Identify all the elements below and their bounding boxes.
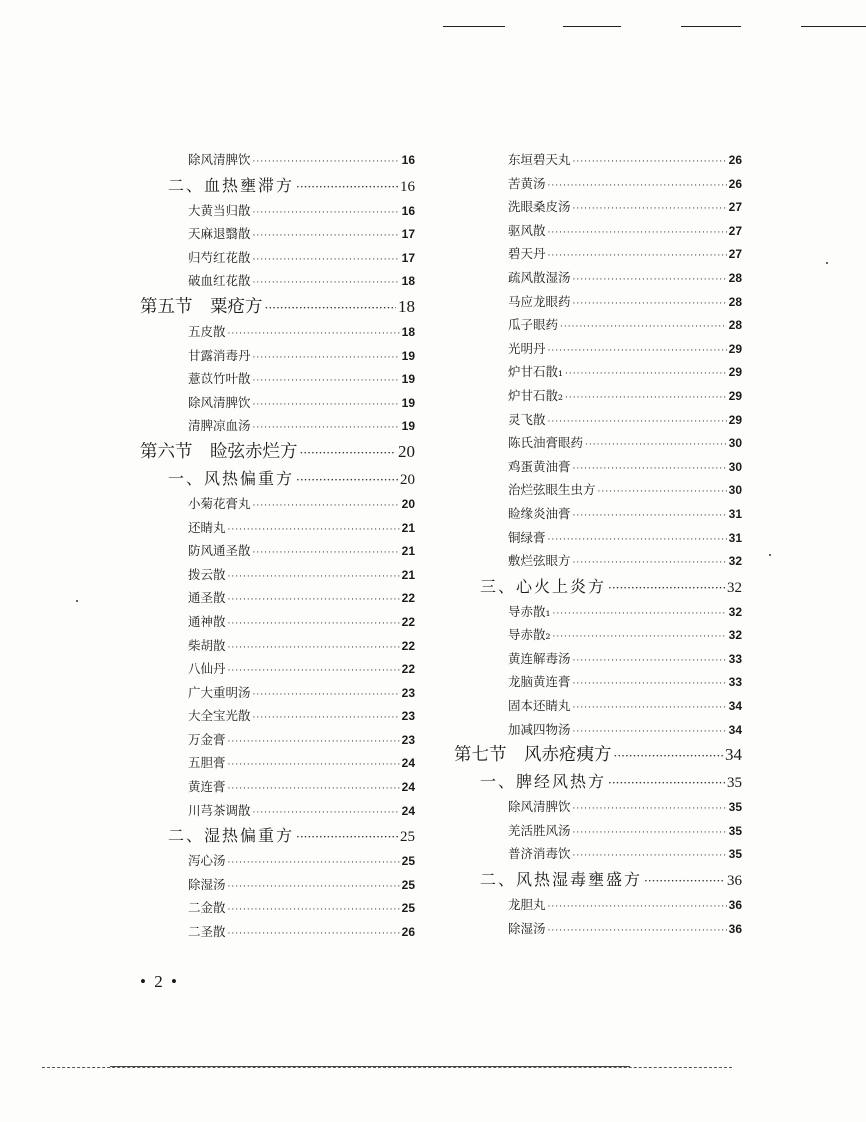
toc-title: 甘露消毒丹: [188, 347, 251, 363]
toc-title: 苦黄汤: [508, 175, 546, 191]
toc-title: 敷烂弦眼方: [508, 553, 571, 569]
toc-title: 二、血热壅滞方: [168, 175, 295, 195]
toc-entry: [140, 634, 415, 658]
toc-leader-dots: [253, 225, 400, 246]
toc-leader-dots: [228, 852, 400, 873]
toc-section-heading: [140, 293, 415, 320]
toc-entry: [452, 623, 742, 647]
toc-title: 第六节 睑弦赤烂方: [140, 441, 298, 462]
toc-leader-dots: [573, 721, 727, 742]
toc-title: 第七节 风赤疮痍方: [454, 745, 612, 766]
toc-page-number: 35: [728, 847, 742, 862]
toc-page-number: 29: [728, 365, 742, 380]
toc-title: 清脾凉血汤: [188, 418, 251, 434]
toc-title: 柴胡散: [188, 637, 226, 653]
toc-page-number: 23: [401, 685, 415, 700]
toc-page-number: 18: [401, 324, 415, 339]
toc-page-number: 26: [728, 153, 742, 167]
toc-entry: [452, 694, 742, 718]
toc-entry: [140, 920, 415, 944]
toc-page-number: 18: [401, 274, 415, 289]
toc-leader-dots: [296, 824, 398, 849]
toc-leader-dots: [553, 603, 727, 624]
toc-entry: [140, 657, 415, 681]
toc-page-number: 25: [400, 829, 415, 846]
toc-entry: [452, 408, 742, 432]
scan-speck: [76, 600, 78, 602]
toc-leader-dots: [573, 697, 727, 718]
toc-entry: [452, 384, 742, 408]
toc-leader-dots: [608, 770, 725, 795]
toc-leader-dots: [253, 802, 400, 823]
toc-title: 炉甘石散₂: [508, 387, 564, 403]
toc-leader-dots: [253, 495, 400, 516]
toc-entry: [140, 610, 415, 634]
toc-entry: [140, 320, 415, 344]
toc-title: 洗眼桑皮汤: [508, 199, 571, 215]
toc-page-number: 18: [398, 296, 415, 316]
toc-title: 大黄当归散: [188, 202, 251, 218]
toc-leader-dots: [573, 650, 727, 671]
scan-speck: [826, 262, 828, 264]
toc-leader-dots: [573, 822, 727, 843]
toc-page-number: 29: [728, 388, 742, 403]
toc-subsection-heading: [140, 822, 415, 849]
toc-entry: [452, 917, 742, 941]
toc-page-number: 19: [401, 395, 415, 410]
toc-leader-dots: [548, 340, 727, 361]
toc-page-number: 28: [728, 294, 742, 309]
toc-leader-dots: [253, 151, 400, 172]
toc-leader-dots: [253, 394, 400, 415]
toc-title: 除风清脾饮: [508, 799, 571, 815]
top-rule-1: [443, 26, 505, 27]
toc-title: 碧天丹: [508, 246, 546, 262]
toc-leader-dots: [228, 778, 400, 799]
top-rule-3: [681, 26, 741, 27]
toc-title: 光明丹: [508, 340, 546, 356]
toc-entry: [140, 728, 415, 752]
toc-page-number: 35: [728, 823, 742, 838]
toc-title: 川芎茶调散: [188, 802, 251, 818]
toc-subsection-heading: [452, 573, 742, 600]
toc-entry: [452, 148, 742, 172]
toc-title: 天麻退翳散: [188, 226, 251, 242]
toc-page-number: 34: [725, 745, 742, 765]
toc-leader-dots: [573, 673, 727, 694]
toc-leader-dots: [253, 542, 400, 563]
top-rule-4: [801, 26, 866, 27]
toc-page-number: 21: [401, 567, 415, 582]
bottom-rule: [110, 1066, 630, 1067]
toc-title: 固本还睛丸: [508, 698, 571, 714]
toc-page-number: 20: [400, 471, 415, 488]
toc-leader-dots: [573, 845, 727, 866]
toc-entry: [140, 586, 415, 610]
toc-leader-dots: [548, 222, 727, 243]
toc-page-number: 23: [401, 732, 415, 747]
toc-title: 泻心汤: [188, 853, 226, 869]
toc-title: 加减四物汤: [508, 721, 571, 737]
toc-leader-dots: [296, 467, 398, 492]
toc-subsection-heading: [140, 172, 415, 199]
toc-page-number: 22: [401, 662, 415, 677]
toc-leader-dots: [548, 411, 727, 432]
toc-entry: [452, 219, 742, 243]
toc-section-heading: [140, 438, 415, 465]
toc-leader-dots: [548, 896, 727, 917]
toc-leader-dots: [253, 370, 400, 391]
toc-page-number: 21: [401, 544, 415, 559]
toc-leader-dots: [548, 175, 727, 196]
toc-leader-dots: [265, 295, 397, 320]
toc-title: 破血红花散: [188, 273, 251, 289]
toc-page-number: 29: [728, 341, 742, 356]
toc-entry: [452, 795, 742, 819]
toc-leader-dots: [565, 363, 727, 384]
toc-leader-dots: [573, 505, 727, 526]
toc-entry: [452, 478, 742, 502]
toc-leader-dots: [228, 589, 400, 610]
toc-title: 拨云散: [188, 566, 226, 582]
toc-entry: [452, 526, 742, 550]
toc-leader-dots: [228, 754, 400, 775]
toc-page-number: 24: [401, 780, 415, 795]
toc-entry: [140, 344, 415, 368]
toc-page-number: 36: [728, 921, 742, 936]
toc-page-number: 30: [728, 459, 742, 474]
toc-title: 疏风散湿汤: [508, 269, 571, 285]
toc-entry: [140, 367, 415, 391]
toc-leader-dots: [228, 613, 400, 634]
toc-page-number: 17: [401, 250, 415, 265]
toc-subsection-heading: [140, 465, 415, 492]
toc-leader-dots: [614, 743, 724, 768]
toc-page-number: 34: [728, 722, 742, 737]
toc-entry: [140, 246, 415, 270]
toc-leader-dots: [253, 249, 400, 270]
toc-page-number: 32: [727, 579, 742, 596]
toc-entry: [452, 502, 742, 526]
toc-title: 铜绿膏: [508, 529, 546, 545]
top-rule-2: [563, 26, 621, 27]
toc-entry: [452, 647, 742, 671]
toc-page-number: 25: [401, 901, 415, 916]
toc-page-number: 30: [728, 483, 742, 498]
toc-title: 薏苡竹叶散: [188, 371, 251, 387]
toc-leader-dots: [228, 899, 400, 920]
toc-entry: [140, 896, 415, 920]
toc-entry: [140, 492, 415, 516]
toc-title: 黄连膏: [188, 779, 226, 795]
toc-leader-dots: [228, 519, 400, 540]
toc-title: 三、心火上炎方: [480, 576, 607, 596]
toc-title: 除风清脾饮: [188, 152, 251, 167]
toc-leader-dots: [573, 269, 727, 290]
toc-page-number: 25: [401, 877, 415, 892]
toc-page-number: 16: [400, 178, 415, 195]
toc-leader-dots: [228, 731, 400, 752]
toc-section-heading: [452, 741, 742, 768]
toc-leader-dots: [608, 575, 725, 600]
toc-title: 驱风散: [508, 222, 546, 238]
toc-leader-dots: [228, 566, 400, 587]
toc-title: 龙脑黄连膏: [508, 674, 571, 690]
toc-page-number: 20: [401, 496, 415, 511]
toc-entry: [140, 222, 415, 246]
toc-leader-dots: [253, 272, 400, 293]
toc-leader-dots: [573, 552, 727, 573]
toc-title: 五皮散: [188, 323, 226, 339]
toc-entry: [452, 600, 742, 624]
toc-entry: [140, 148, 415, 172]
toc-entry: [140, 751, 415, 775]
toc-entry: [452, 172, 742, 196]
toc-entry: [140, 849, 415, 873]
toc-page-number: 34: [728, 699, 742, 714]
toc-title: 羌活胜风汤: [508, 822, 571, 838]
toc-leader-dots: [253, 417, 400, 438]
toc-page-number: 24: [401, 803, 415, 818]
toc-entry: [452, 360, 742, 384]
toc-entry: [140, 414, 415, 438]
toc-leader-dots: [228, 637, 400, 658]
toc-title: 灵飞散: [508, 411, 546, 427]
toc-page-number: 31: [728, 506, 742, 521]
toc-entry: [452, 337, 742, 361]
toc-leader-dots: [585, 434, 727, 455]
toc-leader-dots: [548, 529, 727, 550]
toc-title: 陈氏油膏眼药: [508, 435, 584, 451]
toc-title: 二、风热湿毒壅盛方: [480, 870, 643, 890]
toc-page-number: 35: [727, 775, 742, 792]
toc-entry: [452, 718, 742, 742]
toc-leader-dots: [228, 660, 400, 681]
toc-entry: [452, 431, 742, 455]
toc-entry: [452, 893, 742, 917]
toc-page-number: 22: [401, 591, 415, 606]
toc-page-number: 33: [728, 675, 742, 690]
toc-entry: [452, 290, 742, 314]
toc-title: 除湿汤: [508, 920, 546, 936]
toc-title: 一、脾经风热方: [480, 772, 607, 792]
toc-page-number: 27: [728, 200, 742, 215]
toc-title: 万金膏: [188, 731, 226, 747]
toc-leader-dots: [228, 876, 400, 897]
toc-page-number: 28: [728, 318, 742, 333]
toc-title: 五胆膏: [188, 755, 226, 771]
toc-entry: [140, 873, 415, 897]
toc-leader-dots: [573, 798, 727, 819]
toc-title: 通圣散: [188, 590, 226, 606]
toc-entry: [140, 391, 415, 415]
toc-page-number: 33: [728, 651, 742, 666]
toc-title: 鸡蛋黄油膏: [508, 458, 571, 474]
toc-title: 治烂弦眼生虫方: [508, 482, 596, 498]
toc-left-column: [140, 148, 415, 944]
toc-entry: [452, 819, 742, 843]
toc-entry: [452, 842, 742, 866]
toc-entry: [140, 799, 415, 823]
toc-leader-dots: [573, 151, 727, 172]
toc-leader-dots: [253, 347, 400, 368]
toc-title: 二圣散: [188, 924, 226, 940]
toc-entry: [140, 775, 415, 799]
toc-leader-dots: [253, 707, 400, 728]
toc-entry: [140, 269, 415, 293]
toc-leader-dots: [228, 923, 400, 944]
toc-entry: [140, 539, 415, 563]
toc-page-number: 26: [401, 925, 415, 940]
toc-page-number: 17: [401, 227, 415, 242]
toc-title: 导赤散₂: [508, 627, 551, 643]
toc-entry: [452, 670, 742, 694]
toc-page-number: 19: [401, 372, 415, 387]
toc-page-number: 23: [401, 709, 415, 724]
toc-entry: [452, 549, 742, 573]
toc-subsection-heading: [452, 866, 742, 893]
toc-page-number: 22: [401, 614, 415, 629]
toc-title: 八仙丹: [188, 661, 226, 677]
page-number: • 2 •: [140, 972, 179, 991]
toc-title: 防风通圣散: [188, 543, 251, 559]
toc-leader-dots: [253, 684, 400, 705]
toc-page-number: 36: [727, 873, 742, 890]
toc-entry: [452, 195, 742, 219]
toc-leader-dots: [573, 293, 727, 314]
toc-page-number: 35: [728, 800, 742, 815]
toc-leader-dots: [573, 198, 727, 219]
toc-leader-dots: [548, 920, 727, 941]
toc-title: 东垣碧天丸: [508, 152, 571, 167]
toc-page-number: 32: [728, 604, 742, 619]
toc-title: 炉甘石散₁: [508, 364, 564, 380]
toc-entry: [140, 516, 415, 540]
toc-title: 还睛丸: [188, 519, 226, 535]
toc-leader-dots: [553, 626, 727, 647]
toc-title: 马应龙眼药: [508, 293, 571, 309]
toc-title: 二、湿热偏重方: [168, 826, 295, 846]
toc-title: 广大重明汤: [188, 684, 251, 700]
toc-subsection-heading: [452, 768, 742, 795]
toc-entry: [452, 313, 742, 337]
toc-leader-dots: [548, 245, 727, 266]
toc-entry: [452, 266, 742, 290]
toc-title: 归芍红花散: [188, 249, 251, 265]
toc-title: 睑缘炎油膏: [508, 505, 571, 521]
toc-page-number: 24: [401, 756, 415, 771]
toc-page-number: 19: [401, 419, 415, 434]
toc-leader-dots: [644, 868, 725, 893]
toc-leader-dots: [560, 316, 727, 337]
toc-leader-dots: [296, 174, 398, 199]
toc-entry: [140, 199, 415, 223]
toc-title: 龙胆丸: [508, 897, 546, 913]
toc-page-number: 36: [728, 898, 742, 913]
toc-page-number: 22: [401, 638, 415, 653]
toc-page-number: 31: [728, 530, 742, 545]
toc-title: 除湿汤: [188, 876, 226, 892]
toc-page-number: 27: [728, 247, 742, 262]
toc-title: 小菊花膏丸: [188, 495, 251, 511]
toc-leader-dots: [300, 440, 397, 465]
toc-title: 普济消毒饮: [508, 846, 571, 862]
toc-page-number: 27: [728, 223, 742, 238]
toc-page-number: 28: [728, 270, 742, 285]
toc-title: 黄连解毒汤: [508, 650, 571, 666]
toc-right-column: [452, 148, 742, 940]
toc-page-number: 20: [398, 441, 415, 461]
toc-page-number: 16: [401, 153, 415, 167]
toc-leader-dots: [573, 458, 727, 479]
toc-entry: [452, 242, 742, 266]
toc-title: 第五节 粟疮方: [140, 296, 263, 317]
toc-title: 除风清脾饮: [188, 394, 251, 410]
toc-title: 二金散: [188, 900, 226, 916]
toc-leader-dots: [228, 323, 400, 344]
toc-entry: [140, 681, 415, 705]
toc-title: 一、风热偏重方: [168, 468, 295, 488]
toc-page-number: 30: [728, 436, 742, 451]
toc-title: 大全宝光散: [188, 708, 251, 724]
toc-page-number: 32: [728, 628, 742, 643]
toc-page-number: 32: [728, 554, 742, 569]
toc-page-number: 29: [728, 412, 742, 427]
toc-title: 导赤散₁: [508, 603, 551, 619]
toc-page-number: 16: [401, 203, 415, 218]
toc-leader-dots: [565, 387, 727, 408]
toc-title: 瓜子眼药: [508, 317, 559, 333]
toc-page-number: 26: [728, 176, 742, 191]
toc-title: 通神散: [188, 613, 226, 629]
toc-entry: [140, 704, 415, 728]
scan-speck: [769, 554, 771, 556]
toc-entry: [140, 563, 415, 587]
toc-leader-dots: [598, 481, 727, 502]
toc-page-number: 25: [401, 854, 415, 869]
bottom-rule-dashed: [42, 1067, 732, 1068]
toc-page-number: 21: [401, 520, 415, 535]
toc-page-number: 19: [401, 348, 415, 363]
toc-leader-dots: [253, 202, 400, 223]
toc-entry: [452, 455, 742, 479]
